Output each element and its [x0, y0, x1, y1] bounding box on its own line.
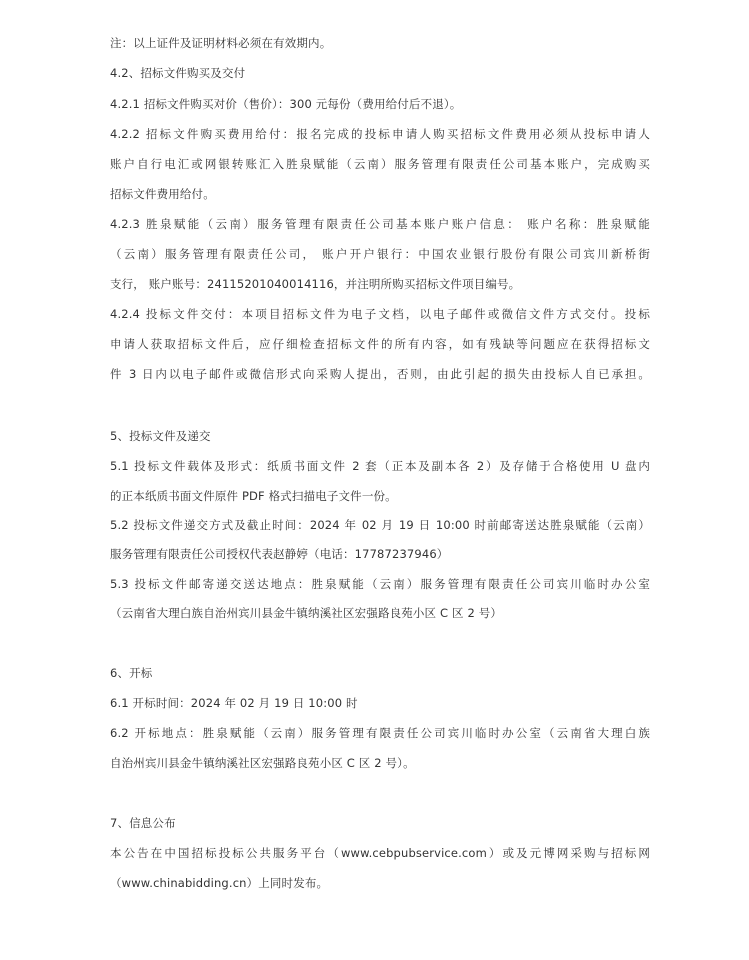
clause-5-1-line-2: 的正本纸质书面文件原件 PDF 格式扫描电子文件一份。	[110, 489, 397, 503]
clause-5-3-line-1: 5.3 投标文件邮寄递交送达地点：胜泉赋能（云南）服务管理有限责任公司宾川临时办公室	[110, 577, 650, 591]
clause-4-2-2-line-1: 4.2.2 招标文件购买费用给付：报名完成的投标申请人购买招标文件费用必须从投标申请人	[110, 127, 650, 141]
clause-5-2-line-2: 服务管理有限责任公司授权代表赵静婷（电话：17787237946）	[110, 547, 449, 561]
clause-5-1-line-1: 5.1 投标文件载体及形式：纸质书面文件 2 套（正本及副本各 2）及存储于合格使用 U 盘内	[110, 459, 650, 473]
clause-4-2-2-line-3: 招标文件费用给付。	[110, 187, 215, 201]
clause-4-2-4-line-2: 申请人获取招标文件后，应仔细检查招标文件的所有内容，如有残缺等问题应在获得招标文	[110, 337, 650, 351]
clause-4-2-3-line-2: （云南）服务管理有限责任公司， 账户开户银行：中国农业银行股份有限公司宾川新桥街	[110, 247, 650, 261]
clause-5-3-line-2: （云南省大理白族自治州宾川县金牛镇纳溪社区宏强路良苑小区 C 区 2 号）	[110, 606, 503, 620]
clause-4-2-1: 4.2.1 招标文件购买对价（售价）：300 元每份（费用给付后不退）。	[110, 97, 462, 111]
clause-4-2-2-line-2: 账户自行电汇或网银转账汇入胜泉赋能（云南）服务管理有限责任公司基本账户，完成购买	[110, 157, 650, 171]
clause-4-2-4-line-3: 件 3 日内以电子邮件或微信形式向采购人提出，否则，由此引起的损失由投标人自已承担。	[110, 367, 650, 381]
publication-notice-line-1: 本公告在中国招标投标公共服务平台（www.cebpubservice.com）或及元博网采购与招标网	[110, 846, 650, 860]
clause-6-1: 6.1 开标时间：2024 年 02 月 19 日 10:00 时	[110, 696, 358, 710]
section-7-heading: 7、信息公布	[110, 816, 176, 830]
section-4-2-heading: 4.2、招标文件购买及交付	[110, 66, 246, 80]
section-6-heading: 6、开标	[110, 666, 153, 680]
clause-4-2-3-line-3: 支行， 账户账号：24115201040014116，并注明所购买招标文件项目编号。	[110, 277, 521, 291]
clause-5-2-line-1: 5.2 投标文件递交方式及截止时间：2024 年 02 月 19 日 10:00 时前邮寄送达胜泉赋能（云南）	[110, 518, 650, 532]
clause-4-2-3-line-1: 4.2.3 胜泉赋能（云南）服务管理有限责任公司基本账户账户信息： 账户名称：胜泉赋能	[110, 217, 650, 231]
publication-notice-line-2: （www.chinabidding.cn）上同时发布。	[110, 876, 329, 890]
clause-6-2-line-1: 6.2 开标地点：胜泉赋能（云南）服务管理有限责任公司宾川临时办公室（云南省大理白族	[110, 726, 650, 740]
clause-4-2-4-line-1: 4.2.4 投标文件交付：本项目招标文件为电子文档，以电子邮件或微信文件方式交付。投标	[110, 307, 650, 321]
section-5-heading: 5、投标文件及递交	[110, 429, 211, 443]
clause-6-2-line-2: 自治州宾川县金牛镇纳溪社区宏强路良苑小区 C 区 2 号）。	[110, 756, 415, 770]
note-certificates-valid: 注：以上证件及证明材料必须在有效期内。	[110, 36, 332, 50]
